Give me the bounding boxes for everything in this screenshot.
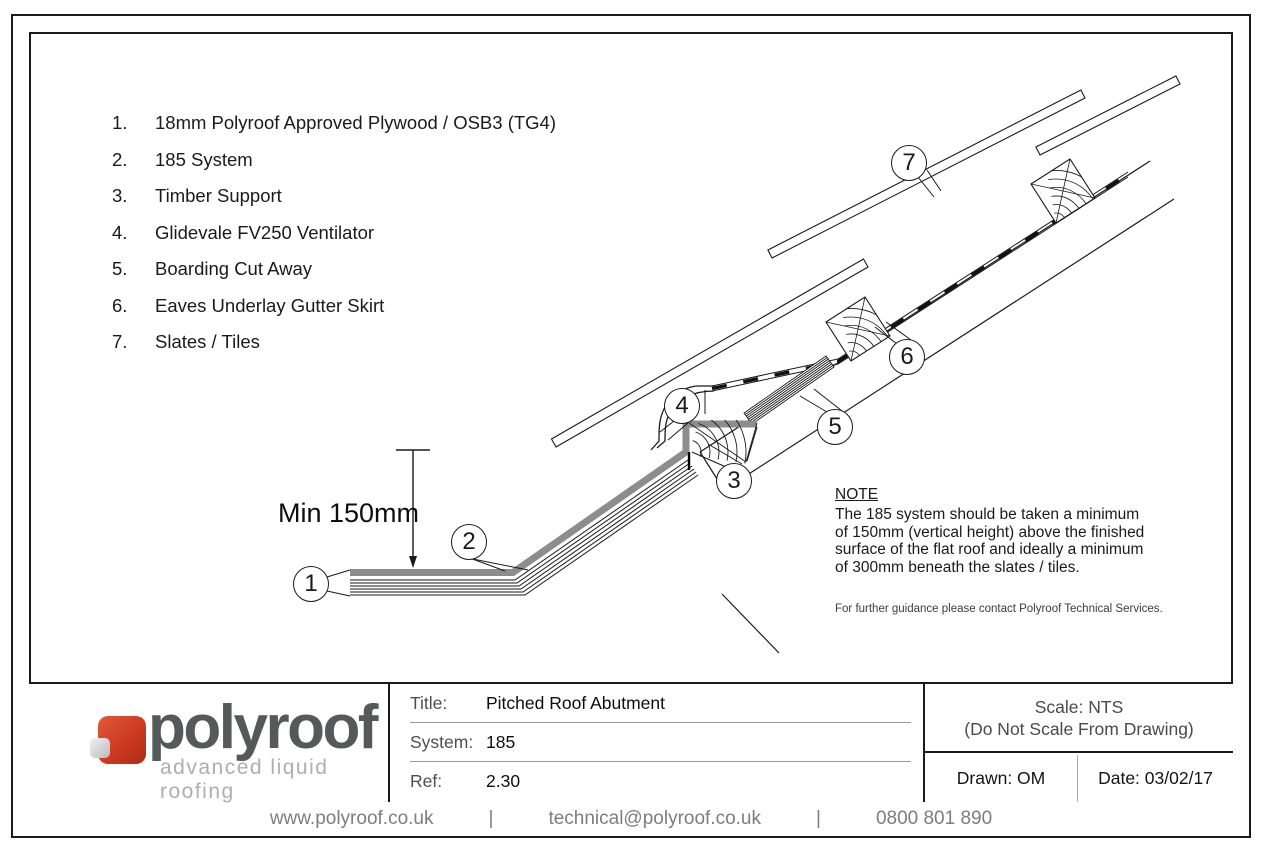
note-text: of 150mm (vertical height) above the finished — [835, 523, 1145, 541]
scale-line1: Scale: NTS — [1034, 696, 1124, 717]
callout-label: 2 — [462, 528, 476, 555]
footer-phone: 0800 801 890 — [875, 808, 993, 829]
legend-label: 18mm Polyroof Approved Plywood / OSB3 (TG4) — [155, 112, 557, 133]
title-label: Title: — [410, 692, 448, 713]
title-row — [410, 684, 911, 723]
polyroof-logo-icon — [98, 716, 146, 764]
brand-name: polyroof — [148, 693, 376, 762]
legend-label: Eaves Underlay Gutter Skirt — [155, 294, 385, 316]
legend-label: Timber Support — [155, 185, 282, 206]
dimension-label: Min 150mm — [278, 498, 420, 528]
callout-label: 3 — [727, 467, 741, 494]
title-value: Pitched Roof Abutment — [486, 692, 665, 713]
legend-label: Glidevale FV250 Ventilator — [155, 221, 375, 243]
callout-3 — [716, 463, 752, 499]
callout-label: 5 — [828, 413, 842, 440]
note-text: The 185 system should be taken a minimum — [835, 506, 1140, 523]
callout-4 — [664, 388, 700, 424]
timber-edge — [747, 427, 757, 461]
title-info-cell — [388, 684, 923, 802]
legend-number: 4. — [112, 221, 128, 243]
callout-5 — [817, 409, 853, 445]
scale-cell — [923, 684, 1233, 802]
legend-label: 185 System — [155, 148, 253, 170]
polyroof-logo-notch — [90, 738, 110, 758]
footer-website: www.polyroof.co.uk — [269, 808, 434, 829]
note-text: surface of the flat roof and ideally a minimum — [835, 541, 1144, 558]
legend-number: 3. — [112, 185, 128, 206]
callout-1 — [293, 566, 329, 602]
callout-label: 7 — [902, 149, 916, 176]
drawn-date-row — [925, 755, 1233, 802]
footer-separator: | — [488, 808, 494, 829]
legend-number: 2. — [112, 148, 128, 170]
footer-email: technical@polyroof.co.uk — [548, 808, 761, 829]
scale-line2: (Do Not Scale From Drawing) — [964, 718, 1194, 739]
legend-number: 6. — [112, 294, 128, 316]
brand-tagline: advanced liquid roofing — [160, 756, 329, 803]
drawn-by: Drawn: OM — [956, 768, 1046, 788]
callout-label: 6 — [900, 343, 914, 370]
callout-6 — [889, 339, 925, 375]
system-label: System: — [410, 731, 474, 752]
footer-separator: | — [816, 808, 821, 829]
legend-number: 5. — [112, 258, 128, 279]
date: Date: 03/02/17 — [1077, 755, 1233, 802]
note-footnote: For further guidance please contact Polyroof Technical Services. — [835, 603, 1163, 615]
callout-label: 4 — [675, 392, 689, 419]
footer-contact-strip — [11, 800, 1251, 838]
note-block — [835, 486, 1165, 615]
system-row — [410, 723, 911, 762]
scale-note — [925, 684, 1233, 753]
ref-value: 2.30 — [486, 771, 521, 791]
polyroof-logo — [62, 693, 376, 803]
callout-label: 1 — [304, 570, 318, 597]
cutaway-hatch — [744, 356, 834, 424]
legend-label: Boarding Cut Away — [155, 258, 313, 279]
system-value: 185 — [486, 731, 516, 752]
note-text: of 300mm beneath the slates / tiles. — [835, 558, 1080, 576]
legend-label: Slates / Tiles — [155, 331, 260, 352]
slate-strips — [552, 76, 1181, 447]
legend-number: 1. — [112, 112, 128, 133]
callout-7 — [891, 145, 927, 181]
ref-label: Ref: — [410, 771, 443, 791]
ref-row — [410, 762, 911, 801]
callout-2 — [451, 524, 487, 560]
note-heading: NOTE — [835, 486, 879, 503]
legend-number: 7. — [112, 331, 128, 352]
